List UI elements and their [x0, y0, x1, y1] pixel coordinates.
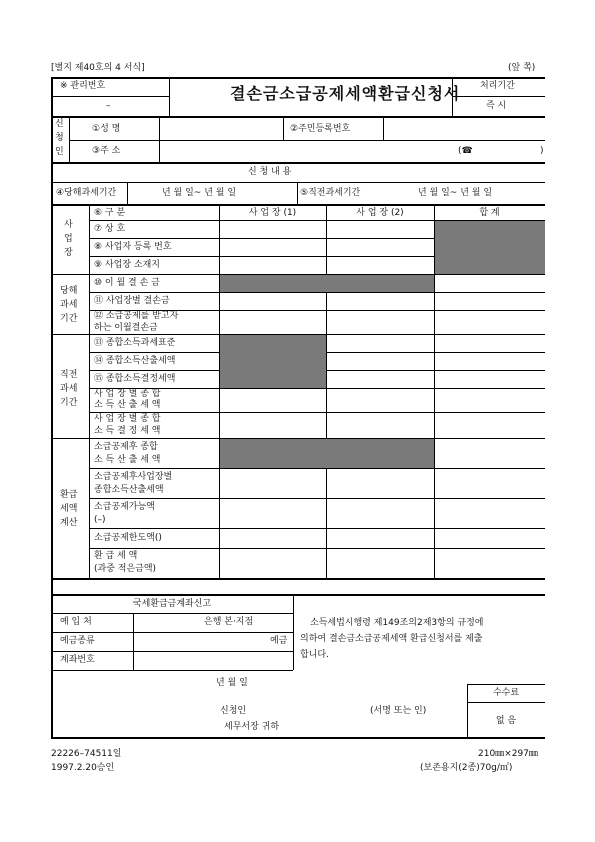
management-number-value: –: [106, 101, 111, 111]
account-number-field[interactable]: [134, 652, 292, 670]
form-reference: [별지 제40호의 4 서식]: [51, 63, 145, 73]
processing-period-value: 즉 시: [486, 101, 507, 111]
row-carried-loss: ⑩ 이 월 결 손 금: [94, 278, 160, 288]
row-refund-amount-line-2: (과중 적은금액): [94, 564, 157, 574]
row-carryback-possible-line-1: 소급공제가능액: [94, 502, 155, 512]
footer-paper-size: 210㎜×297㎜: [478, 749, 538, 759]
bank-value[interactable]: 은행 본·지점: [204, 617, 254, 627]
row-site-computed-tax-line-1: 사 업 장 별 종 합: [94, 389, 161, 399]
footer-approval: 1997.2.20승인: [51, 763, 115, 773]
applicant-group-char-1: 신: [55, 119, 64, 129]
current-period-value[interactable]: 년 월 일~ 년 월 일: [162, 188, 237, 198]
previous-group-line-3: 기간: [60, 398, 78, 408]
previous-period-value[interactable]: 년 월 일~ 년 월 일: [418, 188, 493, 198]
row-post-carryback-site-tax-line-1: 소급공제후사업장별: [94, 472, 173, 482]
sign-date[interactable]: 년 월 일: [216, 678, 248, 688]
applicant-group-char-2: 청: [55, 133, 64, 143]
row-carryback-loss-line-1: ⑫ 소급공제를 받고자: [94, 311, 179, 321]
fee-label: 수수료: [492, 688, 520, 698]
address-field[interactable]: [160, 142, 450, 162]
sign-signature-label[interactable]: (서명 또는 인): [370, 706, 427, 716]
column-total-header: 합 계: [479, 208, 500, 218]
row-post-carryback-site-tax-line-2: 종합소득산출세액: [94, 485, 164, 495]
business-group-char-3: 장: [64, 248, 73, 258]
row-carryback-limit: 소급공제한도액(): [94, 533, 162, 543]
tax-office-recipient: 세무서장 귀하: [224, 722, 280, 732]
refund-group-line-3: 계산: [60, 518, 78, 528]
current-group-line-3: 기간: [60, 314, 78, 324]
applicant-group-char-3: 인: [55, 147, 64, 157]
row-business-address: ⑨ 사업장 소재지: [94, 260, 160, 270]
row-post-carryback-tax-line-1: 소급공제후 종합: [94, 442, 158, 452]
phone-close: ): [540, 146, 544, 156]
previous-group-line-1: 직전: [60, 370, 78, 380]
row-site-computed-tax-line-2: 소 득 산 출 세 액: [94, 400, 161, 410]
row-post-carryback-tax-line-2: 소 득 산 출 세 액: [94, 455, 161, 465]
row-business-reg-number: ⑧ 사업자 등록 번호: [94, 242, 172, 252]
resident-number-field[interactable]: [384, 120, 544, 140]
footer-form-code: 22226–74511일: [51, 749, 122, 759]
management-number-label: ※ 관리번호: [60, 81, 106, 91]
row-site-loss: ⑪ 사업장별 결손금: [94, 296, 170, 306]
row-refund-amount-line-1: 환 급 세 액: [94, 551, 138, 561]
business-group-char-2: 업: [64, 234, 73, 244]
business-group-char-1: 사: [64, 220, 73, 230]
section-title: 신 청 내 용: [248, 167, 292, 177]
statement-line-2: 의하여 결손금소급공제세액 환급신청서를 제출: [300, 634, 483, 644]
bank-label: 예 입 처: [60, 617, 92, 627]
current-group-line-1: 당해: [60, 286, 78, 296]
address-label: ③주 소: [92, 146, 121, 156]
current-group-line-2: 과세: [60, 300, 78, 310]
fee-value: 없 음: [495, 716, 517, 726]
processing-period-label: 처리기간: [480, 81, 515, 91]
form-title: 결손금소급공제세액환급신청서: [230, 84, 461, 103]
row-site-determined-tax-line-2: 소 득 결 정 세 액: [94, 426, 161, 436]
row-determined-tax: ⑮ 종합소득결정세액: [94, 374, 176, 384]
page-side-label: (앞 쪽): [508, 63, 536, 73]
phone-label: (☎: [458, 146, 473, 156]
row-site-determined-tax-line-1: 사 업 장 별 종 합: [94, 414, 161, 424]
name-field[interactable]: [160, 120, 282, 140]
current-period-label: ④당해과세기간: [56, 188, 117, 198]
sign-applicant-label: 신청인: [220, 706, 247, 716]
row-carryback-possible-line-2: (–): [94, 515, 106, 525]
deposit-type-value[interactable]: 예금: [270, 636, 288, 646]
previous-period-label: ⑤직전과세기간: [300, 188, 361, 198]
row-trade-name: ⑦ 상 호: [94, 224, 126, 234]
name-label: ①성 명: [92, 124, 121, 134]
row-carryback-loss-line-2: 하는 이월결손금: [94, 323, 158, 333]
refund-group-line-2: 세액: [60, 504, 78, 514]
resident-number-label: ②주민등록번호: [290, 124, 351, 134]
column-site2-header: 사 업 장 (2): [356, 208, 404, 218]
statement-line-1: 소득세법시행령 제149조의2제3항의 규정에: [310, 618, 484, 628]
row-tax-base: ⑬ 종합소득과세표준: [94, 338, 176, 348]
row-computed-tax: ⑭ 종합소득산출세액: [94, 356, 176, 366]
bank-section-title: 국세환급금계좌신고: [132, 599, 212, 609]
statement-line-3: 합니다.: [300, 650, 329, 660]
footer-paper-type: (보존용지(2종)70g/㎡): [420, 763, 513, 773]
previous-group-line-2: 과세: [60, 384, 78, 394]
refund-group-line-1: 환급: [60, 490, 78, 500]
column-item-header: ⑥ 구 분: [94, 208, 126, 218]
deposit-type-label: 예금종류: [60, 636, 95, 646]
account-number-label: 계좌번호: [60, 655, 95, 665]
column-site1-header: 사 업 장 (1): [248, 208, 297, 218]
